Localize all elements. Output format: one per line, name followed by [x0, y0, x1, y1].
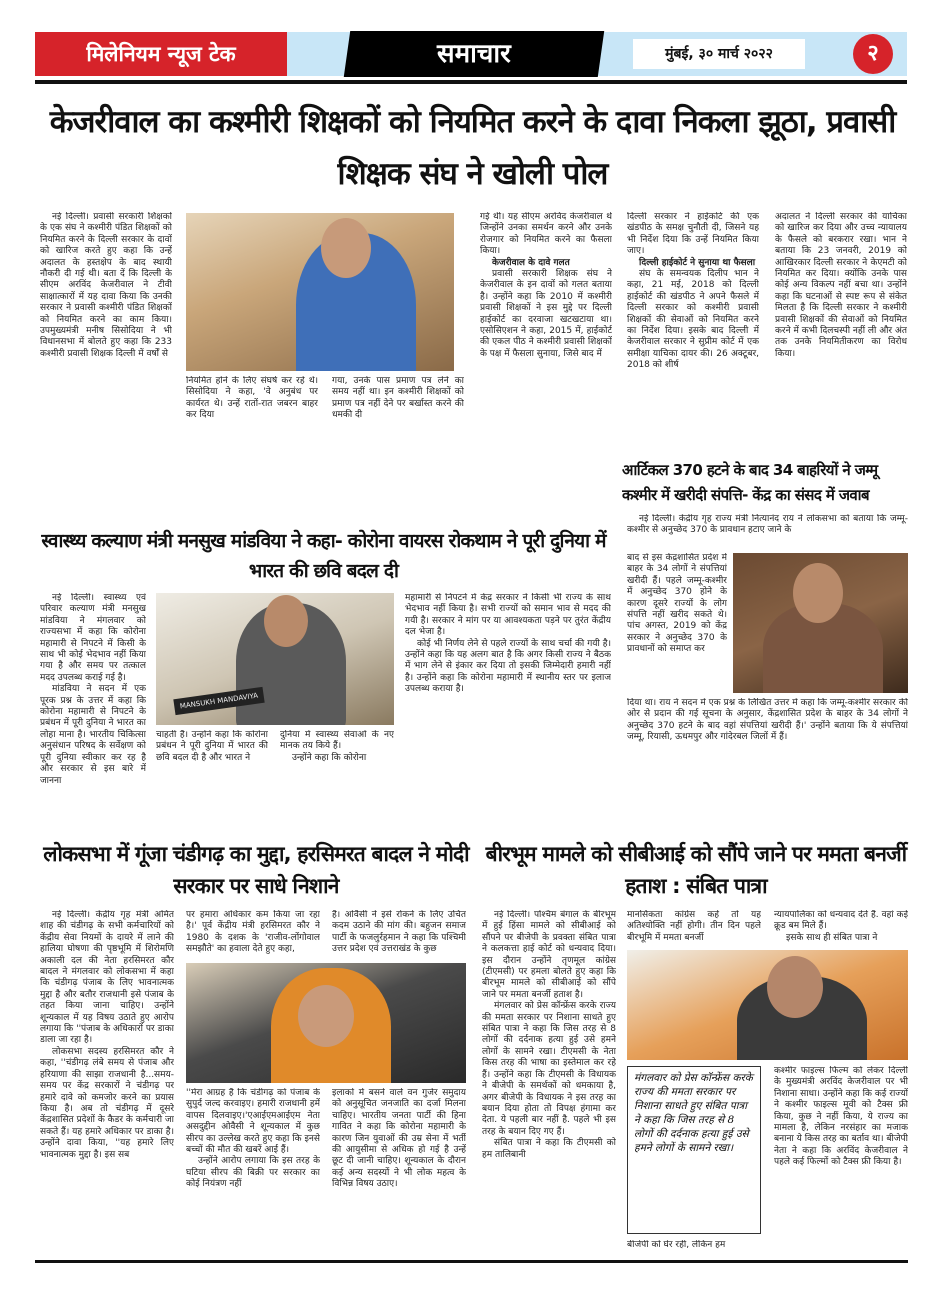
- story1-col1-text: नई दिल्ली। प्रवासी सरकारी शिक्षकों के एक संघ ने कश्मीरी पंडित शिक्षकों को नियमित करने के दिल्ली सरकार के दावों को खारिज करते हुए कहा कि उन्हें अदालत के हस्तक्षेप के बाद स्थायी नौकरी दी गई थी। बता दें कि दिल्ली के सीएम अरविंद केजरीवाल ने टीवी साक्षात्कारों में यह दावा किया कि उनकी सरकार ने प्रवासी कश्मीरी पंडित शिक्षकों को नियमित करने का काम किया। उपमुख्यमंत्री मनीष सिसोदिया ने भी विधानसभा में बोलते हुए कहा कि 233 कश्मीरी प्रवासी शिक्षक दिल्ली में वर्षों से: [40, 212, 172, 359]
- photo-face: [767, 956, 823, 1018]
- story5-col2b: [627, 1240, 761, 1256]
- story1-col1: [40, 212, 172, 518]
- story5-col1b-text: मंगलवार को प्रेस कॉन्फ्रेंस करके राज्य की ममता सरकार पर निशाना साधते हुए संबित पात्रा ने कहा कि जिस तरह से 8 लोगों की दर्दनाक हत्या हुई उसे हमने लोगों के सामने रखा। टीएमसी के नेता किस तरह की भाषा का इस्तेमाल कर रहे हैं। उन्होंने कहा कि टीएमसी के विधायक ने बीजेपी के समर्थकों को धमकाया है, अगर बीजेपी के विधायक ने इस तरह का बयान दिया होता तो विपक्ष हंगामा कर देता. ये पहली बार नहीं है. पहले भी इस तरह के बयान दिए गए हैं।: [482, 1001, 616, 1137]
- story2-col1-text: नई दिल्ली। स्वास्थ्य एवं परिवार कल्याण मंत्री मनसुख मांडविया ने मंगलवार को राज्यसभा में कहा कि कोरोना महामारी से निपटने में किसी के साथ भी कोई भेदभाव नहीं किया गया है और समय पर तत्काल मदद उपलब्ध कराई गई है।: [40, 593, 146, 683]
- story5-bottom-rule: [480, 1260, 908, 1263]
- masthead: [35, 32, 907, 76]
- photo-face: [321, 218, 371, 278]
- story5-col3b-text: इसके साथ ही संबित पात्रा ने: [786, 932, 878, 943]
- story2-col4b-text: कोई भी निर्णय लेने से पहले राज्यों के साथ चर्चा की गयी है। उन्होंने कहा कि यह अलग बात है कि अगर किसी राज्य ने बैठक में भाग लेने से इंकार कर दिया तो इसकी जिम्मेदारी हमारी नहीं है। उन्होंने कहा कि कोरोना महामारी में स्थानीय स्तर पर इलाज उपलब्ध कराया है।: [405, 638, 611, 695]
- story1-col6-text: अदालत ने दिल्ली सरकार की याचिका को खारिज कर दिया और उच्च न्यायालय के फैसले को बरकरार रखा। भान ने बताया कि 23 जनवरी, 2019 को आखिरकार दिल्ली सरकार ने केएमटी को नियमित कर दिया। क्योंकि उनके पास कोई अन्य विकल्प नहीं बचा था। उन्होंने कहा कि घटनाओं से स्पष्ट रूप से संकेत मिलता है कि दिल्ली सरकार ने कश्मीरी प्रवासी शिक्षकों की सेवाओं को नियमित करने में कभी दिलचस्पी नहीं ली और अंत तक उनके नियमितीकरण का विरोध किया।: [775, 212, 907, 359]
- story5-col1-text: नई दिल्ली। पश्चिम बंगाल के बीरभूम में हुई हिंसा मामले को सीबीआई को सौंपने पर बीजेपी के प्रवक्ता संबित पात्रा ने कलकत्ता हाई कोर्ट को धन्यवाद दिया। इस दौरान उन्होंने तृणमूल कांग्रेस (टीएमसी) पर हमला बोलते हुए कहा कि बीरभूम मामले को सीबीआई को सौंपे जाने पर ममता बनर्जी हताश है।: [482, 910, 616, 1000]
- story3-tail-text: दिया था। राय ने सदन में एक प्रश्न के लिखित उत्तर में कहा कि जम्मू-कश्मीर सरकार की ओर से प्रदान की गई सूचना के अनुसार, केंद्रशासित प्रदेश के बाहर के 34 लोगों ने अनुच्छेद 370 हटने के बाद वहां संपत्तियां खरीदी हैं।' उन्होंने बताया कि ये संपत्तियां जम्मू, रियासी, ऊधमपुर और गांदेरबल जिलों में हैं।: [627, 698, 908, 743]
- story3-headline: आर्टिकल 370 हटने के बाद 34 बाहरियों ने जम्मू कश्मीर में खरीदी संपत्ति- केंद्र का संसद में जवाब: [622, 461, 878, 504]
- story4-col1: [40, 910, 174, 1256]
- story4-col2-text: पर हमारा अधिकार कम किया जा रहा है।' पूर्व केंद्रीय मंत्री हरसिमरत कौर ने 1980 के दशक के 'राजीव-लोंगोवाल समझौते' का हवाला देते हुए कहा,: [186, 910, 320, 955]
- story3-side-text: बाद से इस केंद्रशासित प्रदेश में बाहर के 34 लोगों ने संपत्तियां खरीदी हैं। पहले जम्मू-कश्मीर में अनुच्छेद 370 होने के कारण दूसरे राज्यों के लोग संपत्ति नहीं खरीद सकते थे। पांच अगस्त, 2019 को केंद्र सरकार ने अनुच्छेद 370 के प्रावधानों को समाप्त कर: [627, 553, 727, 655]
- story2-col3: [280, 730, 394, 830]
- story2-col3-text: दुनिया में स्वास्थ्य सेवाओं के नए मानक तय किये हैं।: [280, 730, 394, 752]
- kejriwal-photo: [186, 213, 454, 371]
- dateline: मुंबई, ३० मार्च २०२२: [633, 39, 805, 69]
- story1-col5b-text: संघ के समन्वयक दिलीप भान ने कहा, 21 मई, 2018 को दिल्ली हाईकोर्ट की खंडपीठ ने अपने फैसले में दिल्ली सरकार को कश्मीरी प्रवासी शिक्षकों की सेवाओं को नियमित करने का निर्देश दिया। इसके बाद दिल्ली में केजरीवाल सरकार ने सुप्रीम कोर्ट में एक समीक्षा याचिका दायर की। 26 अक्टूबर, 2018 को शीर्ष: [627, 269, 759, 371]
- masthead-rule: [35, 80, 907, 84]
- story1-col5-text: दिल्ली सरकार ने हाईकोर्ट की एक खंडपीठ के समक्ष चुनौती दी, जिसने यह भी निर्देश दिया कि उन्हें नियमित किया जाए।: [627, 212, 759, 257]
- story4-col1-text: नई दिल्ली। केंद्रीय गृह मंत्री अमित शाह की चंडीगढ़ के सभी कर्मचारियों को केंद्रीय सेवा नियमों के दायरे में लाने की हालिया घोषणा की पृष्ठभूमि में शिरोमणि अकाली दल की नेता हरसिमरत कौर बादल ने मंगलवार को लोकसभा में कहा कि चंडीगढ़ पंजाब के लिए भावनात्मक मुद्दा है और बतौर राजधानी इसे पंजाब के तहत किया जाना चाहिए। उन्होंने शून्यकाल में यह विषय उठाते हुए आरोप लगाया कि ''पंजाब के अधिकारों पर डाका डाला जा रहा है।: [40, 910, 174, 1046]
- story2-col1b-text: मांडविया ने सदन में एक पूरक प्रश्न के उत्तर में कहा कि कोरोना महामारी से निपटने के प्रबंधन में पूरी दुनिया ने भारत का लोहा माना है। भारतीय चिकित्सा अनुसंधान परिषद के सर्वेक्षण को पूरी दुनिया स्वीकार कर रह है और सरकार से इस बारे में जानना: [40, 684, 146, 786]
- story1-col2: [186, 376, 318, 518]
- story2-col3b-text: उन्होंने कहा कि कोरोना: [292, 752, 367, 763]
- story2-col1: [40, 593, 146, 831]
- story2-col4-text: महामारी से निपटने में केंद्र सरकार ने किसी भी राज्य के साथ भेदभाव नहीं किया है। सभी राज्यों को समान भाव से मदद की गयी है। सरकार ने मांग पर या आवश्यकता पड़ने पर तुरंत केंद्रीय दल भेजा है।: [405, 593, 611, 638]
- story4-bottom-rule: [35, 1260, 480, 1263]
- story2-col2-text: चाहती है। उन्होंने कहा कि कोरोना प्रबंधन ने पूरी दुनिया में भारत की छवि बदल दी है और भारत ने: [156, 730, 268, 763]
- section-tag: [344, 31, 604, 77]
- mandaviya-photo: [156, 593, 394, 725]
- nameplate: MANSUKH MANDAVIYA: [173, 687, 264, 715]
- story3-lead: [627, 514, 908, 550]
- story5-col3c-text: कश्मीर फाइल्स फिल्म को लेकर दिल्ली के मुख्यमंत्री अरविंद केजरीवाल पर भी निशाना साधा। उन्होंने कहा कि कई राज्यों ने कश्मीर फाइल्स मूवी को टैक्स फ्री किया, कुछ ने नहीं किया, ये राज्य का मामला है, लेकिन नरसंहार का मजाक बनाना ये किस तरह का बर्ताव था। बीजेपी नेता ने कहा कि अरविंद केजरीवाल ने पहले कई फिल्मों को टैक्स फ्री किया है।: [774, 1066, 908, 1168]
- story3-lead-text: नई दिल्ली। केंद्रीय गृह राज्य मंत्री नित्यानंद राय ने लोकसभा को बताया कि जम्मू-कश्मीर से अनुच्छेद 370 के प्रावधान हटाए जाने के: [627, 514, 908, 536]
- story5-col3: [774, 910, 908, 946]
- harsimrat-photo: [186, 963, 466, 1083]
- photo-face: [264, 595, 308, 647]
- story2-col2: [156, 730, 268, 830]
- photo-face: [793, 563, 843, 623]
- story2-col4: [405, 593, 611, 831]
- story4-col2b-text: ''मेरा आग्रह है कि चंडीगढ़ को पंजाब के सुपुर्द जल्द करवाइए। हमारी राजधानी हमें वापस दिलवाइए।'एआईएमआईएम नेता असदुद्दीन ओवैसी ने शून्यकाल में कुछ सीरप का उल्लेख करते हुए कहा कि इनसे बच्चों की मौत की खबरें आई हैं।: [186, 1088, 320, 1156]
- story5-col3-text: न्यायपालिका को धन्यवाद देते हैं. वहां कई क्रूड बम मिले हैं।: [774, 910, 908, 932]
- story4-headline: लोकसभा में गूंजा चंडीगढ़ का मुद्दा, हरसिमरत बादल ने मोदी सरकार पर साधे निशाने: [43, 842, 469, 898]
- story3-side: [627, 553, 727, 693]
- photo-face: [298, 985, 354, 1047]
- story5-col1c-text: संबित पात्रा ने कहा कि टीएमसी को हम तालिबानी: [482, 1138, 616, 1160]
- story5-col2-text: मानसिकता कांग्रेस कहें तो यह अतिश्योक्ति नहीं होगी। तीन दिन पहले बीरभूमि में ममता बनर्जी: [627, 910, 761, 943]
- story1-col6: [775, 212, 907, 454]
- story4-col1b-text: लोकसभा सदस्य हरसिमरत कौर ने कहा, ''चंडीगढ़ लंबे समय से पंजाब और हरियाणा की साझा राजधानी है...समय-समय पर केंद्र सरकारों ने चंडीगढ़ पर हमारे दावे को कमजोर करने का प्रयास किया है। अब तो चंडीगढ़ में दूसरे केंद्रशासित प्रदेशों के कैडर के कर्मचारी जा सकते हैं। यह हमारे अधिकार पर डाका है। उन्होंने दावा किया, ''यह हमारे लिए भावनात्मक मुद्दा है। इस सब: [40, 1046, 174, 1160]
- story1-col4: [480, 212, 612, 518]
- story1-col4b-text: प्रवासी सरकारी शिक्षक संघ ने केजरीवाल के इन दावों को गलत बताया है। उन्होंने कहा कि 2010 में कश्मीरी प्रवासी शिक्षकों ने इस मुद्दे पर दिल्ली हाईकोर्ट का दरवाजा खटखटाया था। एसोसिएशन ने कहा, 2015 में, हाईकोर्ट की एकल पीठ ने कश्मीरी प्रवासी शिक्षकों के पक्ष में फैसला सुनाया, जिसे बाद में: [480, 269, 612, 359]
- story5-col2b-text: बीजेपी को घेर रही, लेकिन हम: [627, 1240, 726, 1250]
- story1-col2-text: नियमित होने के लिए संघर्ष कर रहे थे। सिसोदिया ने कहा, 'वे अनुबंध पर कार्यरत थे। उन्हें रातों-रात जबरन बाहर कर दिया: [186, 376, 318, 421]
- story2-headline: स्वास्थ्य कल्याण मंत्री मनसुख मांडविया ने कहा- कोरोना वायरस रोकथाम ने पूरी दुनिया में भारत की छवि बदल दी: [41, 530, 606, 582]
- page-number: २: [853, 34, 893, 74]
- story1-col5: [627, 212, 759, 454]
- section-label: समाचार: [437, 39, 511, 69]
- story4-col3b-text: इलाकों में बसने वाले वन गुर्जर समुदाय को अनुसूचित जनजाति का दर्जा मिलना चाहिए। भारतीय जनता पार्टी की हिना गावित ने कहा कि कोरोना महामारी के कारण जिन युवाओं की उम्र सेना में भर्ती की आयुसीमा से अधिक हो गई है उन्हें छूट दी जानी चाहिए। शून्यकाल के दौरान कई अन्य सदस्यों ने भी लोक महत्व के विभिन्न विषय उठाए।: [332, 1088, 466, 1190]
- story1-col3: [332, 376, 464, 518]
- story4-col3: [332, 910, 466, 960]
- story4-col3-text: है। ओवैसी ने इसे रोकने के लिए उचित कदम उठाने की मांग की। बहुजन समाज पार्टी के फजलुर्रहमान ने कहा कि पश्चिमी उत्तर प्रदेश एवं उत्तराखंड के कुछ: [332, 910, 466, 955]
- story1-headline: केजरीवाल का कश्मीरी शिक्षकों को नियमित करने के दावा निकला झूठा, प्रवासी शिक्षक संघ ने खोली पोल: [49, 104, 896, 192]
- newspaper-brand: मिलेनियम न्यूज टेक: [35, 32, 287, 76]
- nityanand-rai-photo: [733, 553, 908, 693]
- story5-col3c: [774, 1066, 908, 1256]
- story5-col2: [627, 910, 761, 946]
- story4-col3b: [332, 1088, 466, 1256]
- story4-col2c-text: उन्होंने आरोप लगाया कि इस तरह के घटिया सीरप की बिक्री पर सरकार का कोई नियंत्रण नहीं: [186, 1156, 320, 1190]
- sambit-patra-photo: [627, 950, 908, 1060]
- story5-col1: [482, 910, 616, 1256]
- story1-subhead1: केजरीवाल के दावे गलत: [492, 257, 570, 268]
- story5-headline: बीरभूम मामले को सीबीआई को सौंपे जाने पर ममता बनर्जी हताश : संबित पात्रा: [485, 842, 907, 898]
- story1-col4-text: गई थी। यह सीएम अरविंद केजरीवाल थे जिन्होंने उनका समर्थन करने और उनके रोजगार को नियमित करने का फैसला किया।: [480, 212, 612, 257]
- story3-tail: [627, 698, 908, 830]
- story1-col3-text: गया, उनके पास प्रमाण पत्र लेने का समय नहीं था। इन कश्मीरी शिक्षकों को प्रमाण पत्र नहीं देने पर बर्खास्त करने की धमकी दी: [332, 376, 464, 421]
- story4-col2b: [186, 1088, 320, 1256]
- pull-quote: मंगलवार को प्रेस कॉन्फ्रेंस करके राज्य की ममता सरकार पर निशाना साधते हुए संबित पात्रा ने कहा कि जिस तरह से 8 लोगों की दर्दनाक हत्या हुई उसे हमने लोगों के सामने रखा।: [627, 1066, 761, 1234]
- story1-subhead2: दिल्ली हाईकोर्ट ने सुनाया था फैसला: [639, 257, 756, 268]
- story4-col2: [186, 910, 320, 960]
